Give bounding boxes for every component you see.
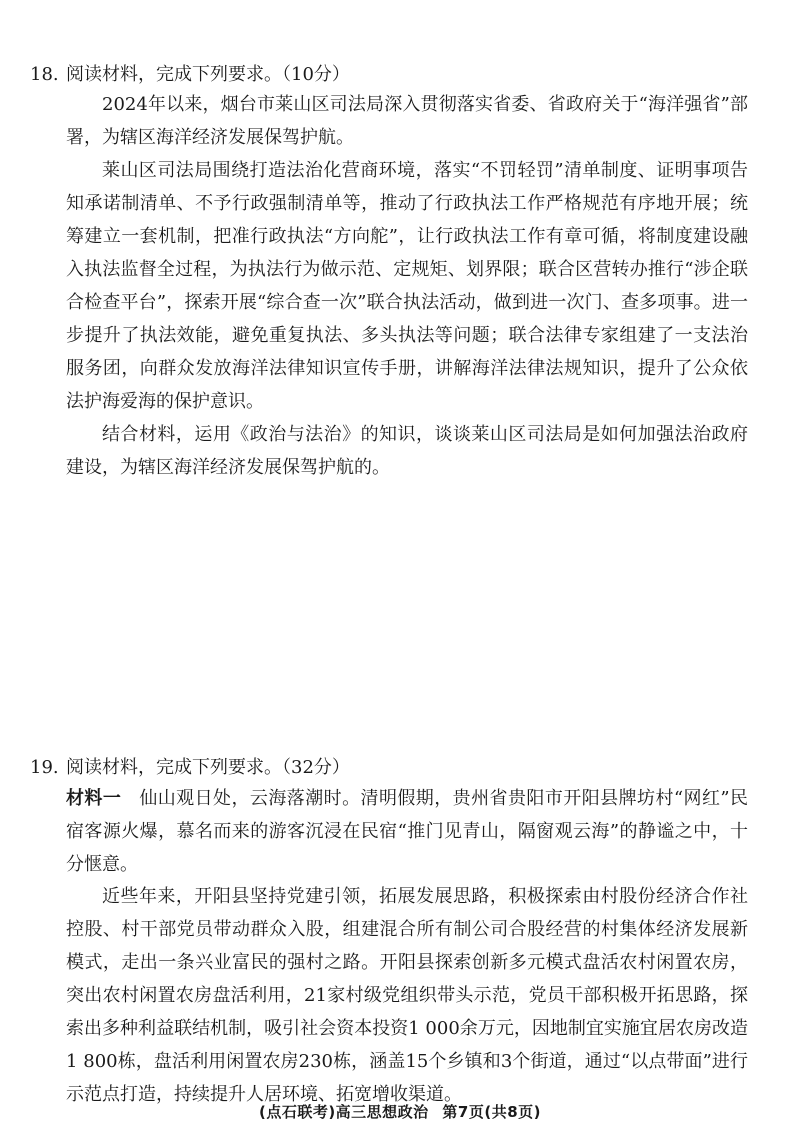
q19-material-1 bbox=[66, 782, 748, 881]
footer-source: (点石联考)高三思想政治 bbox=[258, 1103, 429, 1121]
q18-paragraph-3: 结合材料，运用《政治与法治》的知识，谈谈莱山区司法局是如何加强法治政府建设，为辖区海洋经济发展保驾护航的。 bbox=[66, 424, 748, 478]
question-18-number: 18. bbox=[30, 64, 59, 85]
material-1-text: 仙山观日处，云海落潮时。清明假期，贵州省贵阳市开阳县牌坊村“网红”民宿客源火爆，慕名而来的游客沉浸在民宿“推门见青山，隔窗观云海”的静谧之中，十分惬意。 bbox=[66, 788, 749, 875]
q18-paragraph-2: 莱山区司法局围绕打造法治化营商环境，落实“不罚轻罚”清单制度、证明事项告知承诺制清单、不予行政强制清单等，推动了行政执法工作严格规范有序地开展；统筹建立一套机制，把准行政执法“方向舵”，让行政执法工作有章可循，将制度建设融入执法监督全过程，为执法行为做示范、定规矩、划界限；联合区营转办推行“涉企联合检查平台”，探索开展“综合查一次”联合执法活动，做到进一次门、查多项事。进一步提升了执法效能，避免重复执法、多头执法等问题；联合法律专家组建了一支法治服务团，向群众发放海洋法律知识宣传手册，讲解海洋法律法规知识，提升了公众依法护海爱海的保护意识。 bbox=[66, 160, 748, 412]
question-19-heading bbox=[30, 759, 350, 777]
q18-paragraph-1: 2024年以来，烟台市莱山区司法局深入贯彻落实省委、省政府关于“海洋强省”部署，为辖区海洋经济发展保驾护航。 bbox=[66, 94, 748, 148]
material-label: 材料一 bbox=[66, 788, 122, 809]
page-footer bbox=[0, 1101, 800, 1122]
question-18-title: 阅读材料，完成下列要求。（10分） bbox=[66, 64, 350, 85]
question-18-heading bbox=[30, 66, 350, 84]
question-19-number: 19. bbox=[30, 757, 59, 778]
footer-page: 第7页(共8页) bbox=[442, 1103, 542, 1121]
q19-paragraph-2: 近些年来，开阳县坚持党建引领，拓展发展思路，积极探索由村股份经济合作社控股、村干部党员带动群众入股，组建混合所有制公司合股经营的村集体经济发展新模式，走出一条兴业富民的强村之路。开阳县探索创新多元模式盘活农村闲置农房，突出农村闲置农房盘活利用，21家村级党组织带头示范，党员干部积极开拓思路，探索出多种利益联结机制，吸引社会资本投资1 000余万元，因地制宜实施宜居农房改造1 800栋，盘活利用闲置农房230栋，涵盖15个乡镇和3个街道，通过“以点带面”进行示范点打造，持续提升人居环境、拓宽增收渠道。 bbox=[66, 886, 748, 1105]
question-19-title: 阅读材料，完成下列要求。（32分） bbox=[66, 757, 350, 778]
